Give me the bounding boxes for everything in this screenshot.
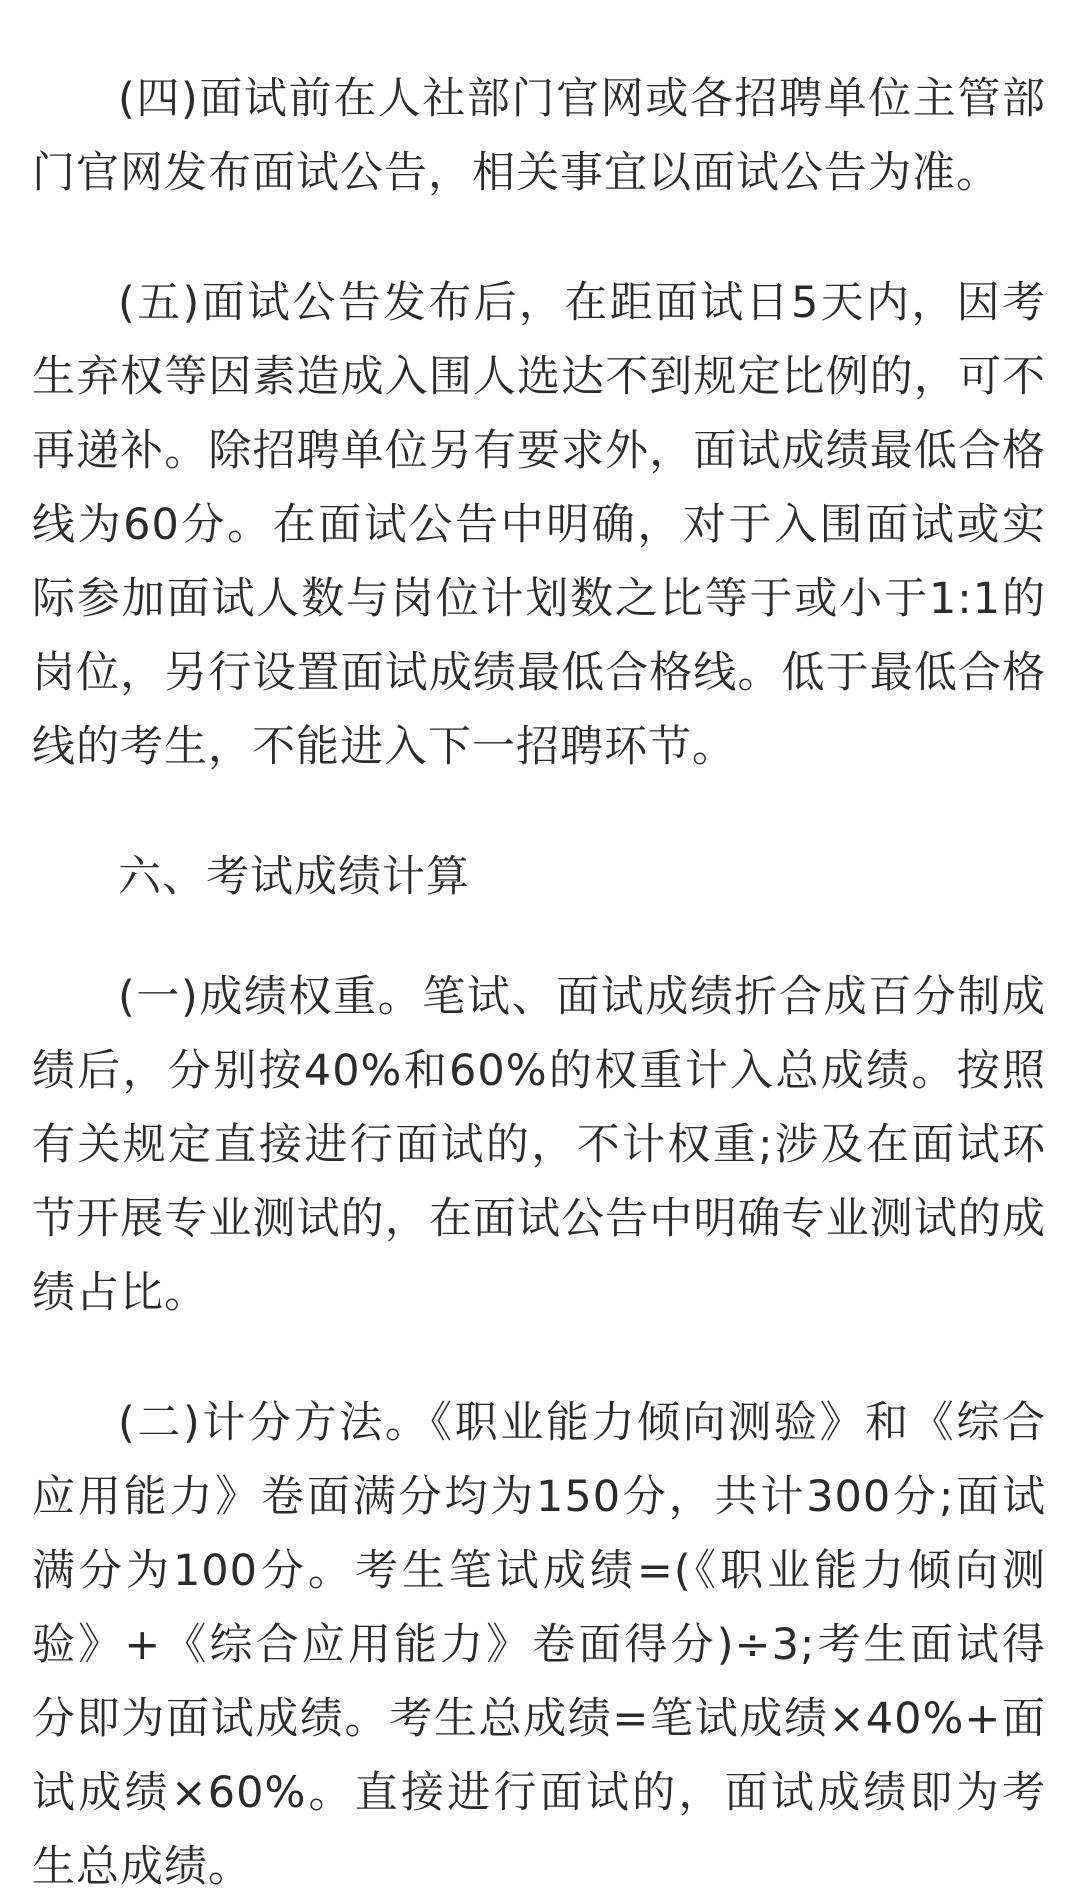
paragraph-interview-passing-line: (五)面试公告发布后，在距面试日5天内，因考生弃权等因素造成入围人选达不到规定比例的，可不再递补。除招聘单位另有要求外，面试成绩最低合格线为60分。在面试公告中明确，对于入围面试或实际参加面试人数与岗位计划数之比等于或小于1:1的岗位，另行设置面试成绩最低合格线。低于最低合格线的考生，不能进入下一招聘环节。 — [32, 278, 1046, 772]
paragraph-interview-announcement: (四)面试前在人社部门官网或各招聘单位主管部门官网发布面试公告，相关事宜以面试公告为准。 — [32, 74, 1046, 198]
paragraph-scoring-method: (二)计分方法。《职业能力倾向测验》和《综合应用能力》卷面满分均为150分，共计300分;面试满分为100分。考生笔试成绩=(《职业能力倾向测验》+《综合应用能力》卷面得分)÷3;考生面试得分即为面试成绩。考生总成绩=笔试成绩×40%+面试成绩×60%。直接进行面试的，面试成绩即为考生总成绩。 — [32, 1398, 1046, 1892]
paragraph-score-weight: (一)成绩权重。笔试、面试成绩折合成百分制成绩后，分别按40%和60%的权重计入总成绩。按照有关规定直接进行面试的，不计权重;涉及在面试环节开展专业测试的，在面试公告中明确专业测试的成绩占比。 — [32, 972, 1046, 1318]
section-heading-score-calculation: 六、考试成绩计算 — [118, 852, 470, 902]
